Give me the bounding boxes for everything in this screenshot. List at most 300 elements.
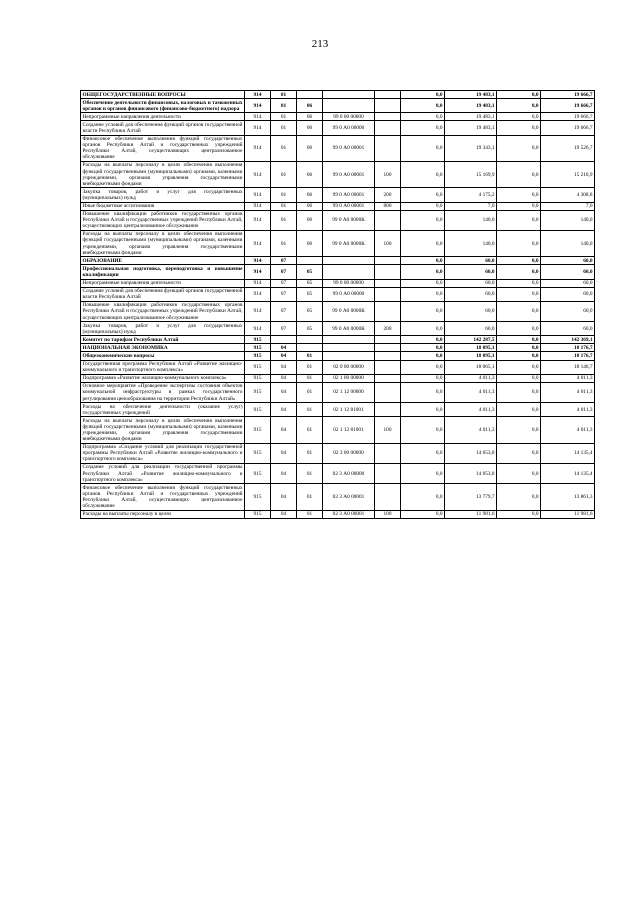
cell-name: Обеспечение деятельности финансовых, налоговых и таможенных органов и органов финансового (финансово-бюджетного) надзора [82,99,243,112]
cell-name: Создание условий для обеспечения функций органов государственной власти Республики Алтай [82,288,243,301]
cell-admin-code: 915 [245,403,271,417]
cell-section-code: 04 [271,417,297,443]
cell-section-code: 04 [271,352,297,360]
cell-name: Создание условий для реализации государственной программы Республики Алтай «Развитие жилищно-коммунального и транспортного комплекса» [82,464,243,483]
cell-name: НАЦИОНАЛЬНАЯ ЭКОНОМИКА [81,344,245,352]
cell-amount-4: 4 308,8 [541,188,595,202]
cell-amount-2: 60,0 [445,265,497,279]
cell-expense-type [375,210,401,230]
cell-target-article [323,344,375,352]
cell-subsection-code: 05 [297,301,323,321]
cell-amount-1: 0,0 [401,257,445,265]
cell-admin-code: 915 [245,417,271,443]
table-row [81,287,595,301]
cell-amount-1: 0,0 [401,336,445,344]
cell-amount-1: 0,0 [401,230,445,256]
table-row [81,113,595,121]
cell-amount-1: 0,0 [401,301,445,321]
cell-amount-3: 0,0 [497,463,541,483]
table-row [81,463,595,483]
cell-amount-1: 0,0 [401,352,445,360]
cell-amount-3: 0,0 [497,121,541,135]
cell-subsection-code: 06 [297,230,323,256]
cell-subsection-code: 06 [297,161,323,187]
cell-name: Закупка товаров, работ и услуг для государственных (муниципальных) нужд [82,322,243,335]
cell-expense-type: 100 [375,230,401,256]
table-row [81,322,595,336]
cell-amount-3: 0,0 [497,135,541,161]
cell-name: Финансовое обеспечение выполнения функций государственных органов Республики Алтай и государственных учреждений Республики Алтай, осуществляющих централизованное обслуживание [82,136,243,161]
cell-amount-2: 4 175,2 [445,188,497,202]
table-row [81,443,595,463]
cell-section-code: 01 [271,135,297,161]
cell-target-article: 99 0 А0 00000 [323,287,375,301]
cell-subsection-code: 05 [297,287,323,301]
table-row [81,188,595,202]
cell-section-code: 01 [271,113,297,121]
cell-section-code: 01 [271,161,297,187]
cell-target-article: 99 0 А0 0000К [323,210,375,230]
cell-target-article: 02 1 12 81001 [323,403,375,417]
cell-amount-2: 4 011,3 [445,403,497,417]
cell-amount-4: 15 210,9 [541,161,595,187]
cell-amount-3: 0,0 [497,113,541,121]
cell-subsection-code: 01 [297,360,323,374]
cell-subsection-code: 01 [297,374,323,382]
cell-amount-3: 0,0 [497,265,541,279]
cell-section-code: 04 [271,360,297,374]
cell-amount-1: 0,0 [401,463,445,483]
cell-amount-2: 18 095,1 [445,344,497,352]
cell-target-article: 99 0 А0 00001 [323,161,375,187]
cell-expense-type [375,265,401,279]
cell-section-code: 01 [271,210,297,230]
cell-section-code: 07 [271,301,297,321]
cell-subsection-code: 05 [297,322,323,336]
cell-target-article [323,336,375,344]
cell-expense-type [375,301,401,321]
cell-subsection-code [297,91,323,99]
cell-amount-1: 0,0 [401,360,445,374]
cell-subsection-code: 01 [297,463,323,483]
cell-amount-4: 60,0 [541,265,595,279]
cell-target-article: 99 0 00 00000 [323,113,375,121]
cell-subsection-code [297,336,323,344]
cell-name: Подпрограмма «Создание условий для реализации государственной программы Республики Алтай «Развитие жилищно-коммунального и транспортного комплекса» [82,444,243,463]
cell-expense-type [375,336,401,344]
cell-amount-1: 0,0 [401,202,445,210]
cell-expense-type [375,135,401,161]
cell-amount-1: 0,0 [401,99,445,113]
cell-amount-3: 0,0 [497,360,541,374]
cell-admin-code: 914 [245,301,271,321]
cell-name: Расходы на выплаты персоналу в целях обеспечения выполнения функций государственными (муниципальными) органами, казенными учреждениями, органами управления государственными внебюджетными фондами [82,231,243,256]
cell-amount-2: 14 053,8 [445,463,497,483]
cell-amount-1: 0,0 [401,344,445,352]
cell-subsection-code: 06 [297,113,323,121]
cell-target-article: 02 1 12 00000 [323,382,375,402]
cell-amount-4: 18 176,7 [541,352,595,360]
cell-expense-type: 200 [375,322,401,336]
cell-target-article: 99 0 А0 0000К [323,301,375,321]
cell-amount-3: 0,0 [497,344,541,352]
cell-name: Подпрограмма «Развитие жилищно-коммунального комплекса» [81,374,245,382]
cell-amount-1: 0,0 [401,403,445,417]
cell-name: Комитет по тарифам Республики Алтай [81,336,245,344]
cell-admin-code: 914 [245,210,271,230]
cell-amount-2: 140,0 [445,210,497,230]
cell-target-article: 02 3 А0 00001 [323,484,375,510]
cell-expense-type [375,279,401,287]
cell-amount-2: 13 779,7 [445,484,497,510]
cell-amount-3: 0,0 [497,99,541,113]
cell-amount-4: 18 176,7 [541,344,595,352]
cell-amount-2: 4 011,3 [445,417,497,443]
cell-amount-2: 140,0 [445,230,497,256]
table-row [81,135,595,161]
cell-amount-2: 60,0 [445,257,497,265]
cell-amount-4: 60,0 [541,287,595,301]
cell-amount-1: 0,0 [401,121,445,135]
cell-target-article: 02 1 00 00000 [323,374,375,382]
cell-subsection-code: 06 [297,99,323,113]
cell-subsection-code: 01 [297,352,323,360]
cell-admin-code: 915 [245,374,271,382]
cell-amount-1: 0,0 [401,322,445,336]
cell-section-code: 01 [271,188,297,202]
cell-expense-type [375,121,401,135]
cell-section-code: 04 [271,443,297,463]
cell-amount-1: 0,0 [401,374,445,382]
cell-amount-1: 0,0 [401,161,445,187]
cell-expense-type [375,352,401,360]
cell-amount-1: 0,0 [401,484,445,510]
cell-amount-3: 0,0 [497,287,541,301]
cell-section-code: 04 [271,403,297,417]
cell-amount-2: 60,0 [445,301,497,321]
cell-amount-4: 14 135,4 [541,463,595,483]
cell-subsection-code: 06 [297,121,323,135]
cell-admin-code: 915 [245,360,271,374]
cell-amount-2: 19 483,1 [445,113,497,121]
cell-name: Расходы на выплаты персоналу в целях обеспечения выполнения функций государственными (муниципальными) органами, казенными учреждениями, органами управления государственными внебюджетными фондами [82,162,243,187]
cell-admin-code: 915 [245,344,271,352]
cell-amount-1: 0,0 [401,113,445,121]
cell-section-code: 04 [271,374,297,382]
cell-amount-3: 0,0 [497,484,541,510]
cell-name: Повышение квалификации работников государственных органов Республики Алтай и государственных учреждений Республики Алтай, осуществляющих централизованное обслуживание [82,211,243,230]
cell-amount-4: 19 526,7 [541,135,595,161]
cell-amount-4: 60,0 [541,322,595,336]
cell-subsection-code: 01 [297,510,323,518]
cell-target-article: 02 3 00 00000 [323,443,375,463]
cell-subsection-code: 01 [297,417,323,443]
cell-amount-3: 0,0 [497,322,541,336]
cell-amount-2: 60,0 [445,287,497,301]
cell-amount-2: 60,0 [445,322,497,336]
table-row [81,403,595,417]
cell-subsection-code: 01 [297,484,323,510]
table-row [81,99,595,113]
cell-amount-2: 7,0 [445,202,497,210]
cell-target-article: 02 1 12 81001 [323,417,375,443]
cell-subsection-code: 05 [297,265,323,279]
cell-subsection-code [297,344,323,352]
cell-admin-code: 914 [245,99,271,113]
cell-subsection-code: 01 [297,403,323,417]
cell-amount-1: 0,0 [401,510,445,518]
cell-amount-2: 11 981,6 [445,510,497,518]
cell-expense-type [375,403,401,417]
cell-admin-code: 915 [245,336,271,344]
cell-amount-2: 19 483,1 [445,99,497,113]
cell-amount-3: 0,0 [497,91,541,99]
cell-admin-code: 915 [245,382,271,402]
cell-subsection-code: 06 [297,188,323,202]
table-row [81,510,595,518]
cell-amount-4: 18 146,7 [541,360,595,374]
table-row [81,374,595,382]
cell-expense-type [375,344,401,352]
cell-section-code: 07 [271,287,297,301]
cell-name: ОБЩЕГОСУДАРСТВЕННЫЕ ВОПРОСЫ [81,91,245,99]
cell-amount-3: 0,0 [497,374,541,382]
cell-expense-type [375,484,401,510]
budget-table [80,90,595,519]
cell-section-code: 04 [271,510,297,518]
cell-name: Повышение квалификации работников государственных органов Республики Алтай и государственных учреждений Республики Алтай, осуществляющих централизованное обслуживание [82,302,243,321]
cell-name: Создание условий для обеспечения функций органов государственной власти Республики Алтай [82,121,243,134]
cell-target-article: 99 0 А0 00001 [323,135,375,161]
cell-expense-type: 800 [375,202,401,210]
cell-section-code: 01 [271,121,297,135]
cell-section-code: 01 [271,230,297,256]
cell-section-code: 07 [271,279,297,287]
table-row [81,484,595,510]
cell-admin-code: 915 [245,484,271,510]
cell-admin-code: 914 [245,161,271,187]
cell-amount-2: 60,0 [445,279,497,287]
cell-amount-3: 0,0 [497,510,541,518]
cell-amount-2: 19 343,1 [445,135,497,161]
cell-section-code: 04 [271,484,297,510]
cell-expense-type: 200 [375,188,401,202]
cell-amount-1: 0,0 [401,188,445,202]
cell-amount-4: 19 666,7 [541,91,595,99]
cell-name: Расходы на выплаты персоналу в целях обеспечения выполнения функций государственными (муниципальными) органами, казенными учреждениями, органами управления государственными внебюджетными фондами [82,417,243,443]
cell-expense-type [375,374,401,382]
cell-amount-3: 0,0 [497,336,541,344]
cell-name: Иные бюджетные ассигнования [81,202,245,210]
table-row [81,360,595,374]
cell-subsection-code: 01 [297,443,323,463]
table-row [81,91,595,99]
cell-target-article [323,352,375,360]
cell-admin-code: 914 [245,202,271,210]
cell-target-article: 99 0 А0 0000К [323,230,375,256]
cell-amount-4: 13 861,3 [541,484,595,510]
cell-target-article [323,257,375,265]
cell-amount-3: 0,0 [497,417,541,443]
cell-amount-2: 18 095,1 [445,352,497,360]
cell-admin-code: 914 [245,265,271,279]
cell-admin-code: 915 [245,463,271,483]
cell-section-code: 07 [271,257,297,265]
cell-admin-code: 914 [245,257,271,265]
cell-name: Основное мероприятие «Проведение экспертизы состояния объектов коммунальной инфраструктуры в рамках государственного регулирования ценообразования на территории Республики Алтай» [82,383,243,402]
cell-amount-1: 0,0 [401,210,445,230]
cell-expense-type [375,360,401,374]
cell-amount-4: 19 666,7 [541,121,595,135]
cell-amount-4: 19 666,7 [541,99,595,113]
cell-name: Непрограммные направления деятельности [81,113,245,121]
cell-subsection-code: 05 [297,279,323,287]
cell-amount-2: 19 483,1 [445,91,497,99]
cell-amount-4: 142 369,1 [541,336,595,344]
cell-amount-2: 15 169,9 [445,161,497,187]
cell-target-article: 99 0 А0 00001 [323,188,375,202]
cell-target-article: 99 0 А0 00000 [323,121,375,135]
cell-amount-4: 11 981,6 [541,510,595,518]
cell-amount-2: 142 287,5 [445,336,497,344]
cell-expense-type [375,257,401,265]
cell-target-article: 02 3 А0 00001 [323,510,375,518]
cell-expense-type [375,99,401,113]
cell-subsection-code [297,257,323,265]
cell-amount-1: 0,0 [401,287,445,301]
cell-section-code: 01 [271,202,297,210]
cell-name: Государственная программа Республики Алтай «Развитие жилищно-коммунального и транспортного комплекса» [82,361,243,374]
cell-expense-type: 100 [375,161,401,187]
table-row [81,230,595,256]
table-row [81,279,595,287]
table-row [81,352,595,360]
cell-subsection-code: 06 [297,135,323,161]
table-body [81,91,595,519]
cell-expense-type [375,113,401,121]
cell-name: Расходы на выплаты персоналу в целях [81,510,245,518]
cell-section-code [271,336,297,344]
table-row [81,336,595,344]
cell-amount-4: 60,0 [541,301,595,321]
cell-amount-1: 0,0 [401,265,445,279]
cell-admin-code: 915 [245,352,271,360]
cell-amount-1: 0,0 [401,279,445,287]
cell-name: ОБРАЗОВАНИЕ [81,257,245,265]
cell-target-article [323,265,375,279]
page-number: 213 [311,38,329,50]
cell-target-article [323,99,375,113]
cell-amount-3: 0,0 [497,257,541,265]
cell-amount-4: 60,0 [541,257,595,265]
cell-admin-code: 914 [245,322,271,336]
cell-amount-4: 60,0 [541,279,595,287]
cell-expense-type: 100 [375,417,401,443]
cell-amount-4: 7,0 [541,202,595,210]
cell-amount-1: 0,0 [401,382,445,402]
cell-target-article: 99 0 А0 00001 [323,202,375,210]
cell-expense-type [375,91,401,99]
cell-amount-3: 0,0 [497,382,541,402]
cell-target-article: 99 0 00 00000 [323,279,375,287]
cell-amount-3: 0,0 [497,352,541,360]
cell-amount-3: 0,0 [497,161,541,187]
cell-section-code: 01 [271,99,297,113]
cell-amount-2: 14 053,8 [445,443,497,463]
cell-expense-type [375,382,401,402]
cell-expense-type [375,463,401,483]
cell-name: Расходы на обеспечение деятельности (оказание услуг) государственных учреждений [82,403,243,416]
cell-section-code: 07 [271,265,297,279]
cell-expense-type: 100 [375,510,401,518]
cell-name: Профессиональная подготовка, переподготовка и повышение квалификации [82,265,243,278]
cell-amount-3: 0,0 [497,443,541,463]
cell-subsection-code: 06 [297,210,323,230]
cell-amount-4: 4 011,3 [541,417,595,443]
cell-admin-code: 914 [245,188,271,202]
cell-admin-code: 914 [245,121,271,135]
cell-admin-code: 914 [245,230,271,256]
cell-section-code: 04 [271,344,297,352]
table-row [81,382,595,402]
cell-amount-1: 0,0 [401,443,445,463]
cell-amount-2: 18 065,1 [445,360,497,374]
cell-target-article: 99 0 А0 0000К [323,322,375,336]
cell-amount-3: 0,0 [497,230,541,256]
cell-amount-4: 4 011,3 [541,382,595,402]
cell-admin-code: 914 [245,113,271,121]
cell-amount-3: 0,0 [497,279,541,287]
cell-amount-2: 4 011,3 [445,374,497,382]
cell-target-article [323,91,375,99]
table-row [81,301,595,321]
cell-section-code: 01 [271,91,297,99]
cell-amount-4: 4 011,3 [541,374,595,382]
cell-target-article: 02 3 А0 00000 [323,463,375,483]
cell-amount-1: 0,0 [401,91,445,99]
table-row [81,265,595,279]
cell-amount-3: 0,0 [497,210,541,230]
cell-amount-2: 19 483,1 [445,121,497,135]
table-row [81,161,595,187]
table-row [81,257,595,265]
cell-subsection-code: 01 [297,382,323,402]
cell-name: Финансовое обеспечение выполнения функций государственных органов Республики Алтай и государственных учреждений Республики Алтай, осуществляющих централизованное обслуживание [82,484,243,510]
cell-section-code: 07 [271,322,297,336]
cell-amount-3: 0,0 [497,188,541,202]
cell-amount-4: 4 011,3 [541,403,595,417]
cell-target-article: 02 0 00 00000 [323,360,375,374]
cell-admin-code: 914 [245,279,271,287]
cell-name: Общеэкономические вопросы [81,352,245,360]
cell-admin-code: 914 [245,135,271,161]
cell-admin-code: 915 [245,443,271,463]
cell-amount-4: 140,0 [541,210,595,230]
cell-admin-code: 914 [245,91,271,99]
table-row [81,121,595,135]
cell-amount-4: 140,0 [541,230,595,256]
table-row [81,417,595,443]
cell-admin-code: 914 [245,287,271,301]
cell-amount-1: 0,0 [401,417,445,443]
cell-expense-type [375,443,401,463]
cell-amount-3: 0,0 [497,403,541,417]
table-row [81,202,595,210]
cell-section-code: 04 [271,463,297,483]
cell-name: Закупка товаров, работ и услуг для государственных (муниципальных) нужд [82,188,243,201]
cell-amount-2: 4 011,3 [445,382,497,402]
table-row [81,210,595,230]
